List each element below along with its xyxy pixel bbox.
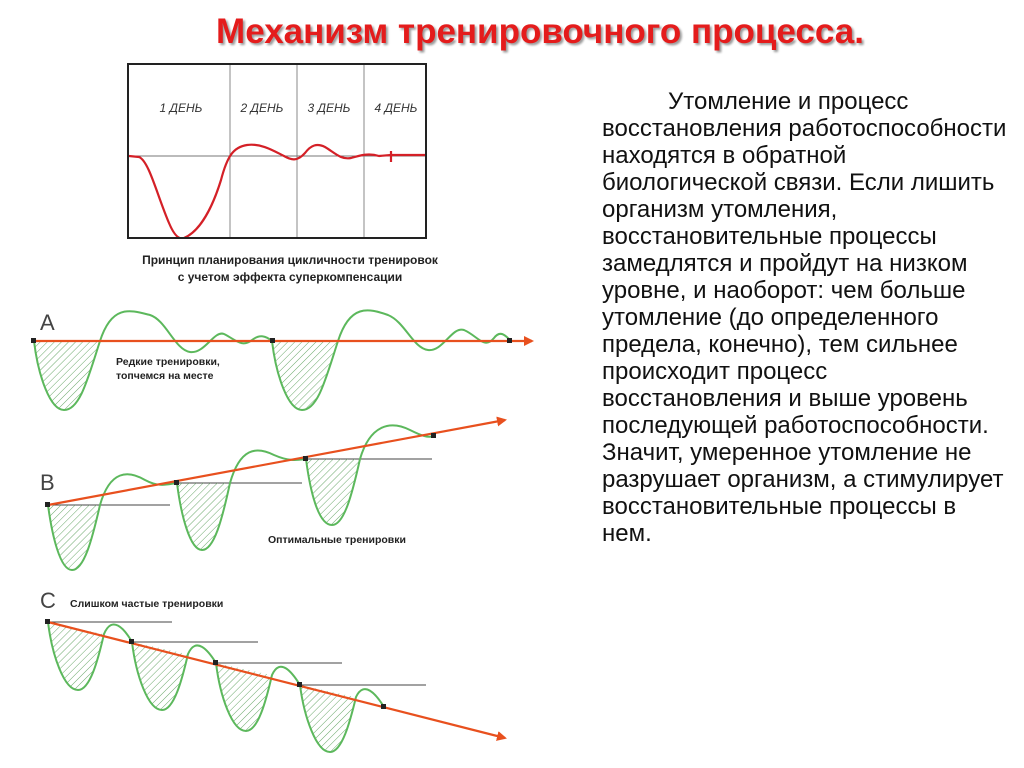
training-point <box>213 660 218 665</box>
panel-c-letter: C <box>40 588 56 613</box>
day-label: 2 ДЕНЬ <box>240 101 284 115</box>
performance-wave <box>34 310 510 410</box>
trend-line <box>48 420 505 505</box>
training-point <box>45 502 50 507</box>
fatigue-area <box>132 642 187 710</box>
panel-a-letter: A <box>40 310 55 335</box>
fatigue-area <box>216 663 271 731</box>
panel-c-diagram <box>45 619 505 752</box>
day-label: 3 ДЕНЬ <box>307 101 351 115</box>
fatigue-area <box>48 622 103 690</box>
fatigue-area <box>300 685 355 752</box>
training-point <box>381 704 386 709</box>
day-label: 4 ДЕНЬ <box>374 101 418 115</box>
page-title: Механизм тренировочного процесса. <box>216 12 864 51</box>
body-text-block <box>602 88 1007 547</box>
panel-c-caption: Слишком частые тренировки <box>70 598 224 610</box>
training-point <box>303 456 308 461</box>
panel-a-caption-line: топчемся на месте <box>116 370 214 382</box>
day-label: 1 ДЕНЬ <box>159 101 203 115</box>
training-point <box>270 338 275 343</box>
training-point <box>45 619 50 624</box>
training-point <box>507 338 512 343</box>
panel-b-diagram <box>45 420 505 570</box>
training-point <box>297 682 302 687</box>
panel-a-caption-line: Редкие тренировки, <box>116 356 220 368</box>
principle-caption-line: с учетом эффекта суперкомпенсации <box>177 270 403 284</box>
performance-wave <box>48 425 434 570</box>
training-point <box>31 338 36 343</box>
trend-line <box>48 622 505 738</box>
training-point <box>129 639 134 644</box>
training-point <box>431 433 436 438</box>
principle-caption-line: Принцип планирования цикличности тренировок <box>142 253 438 267</box>
body-text: Утомление и процесс восстановления работоспособности находятся в обратной биологической связи. Если лишить организм утомления, восстановительные процессы замедлятся и пройдут на низком уровне, и наоборот: чем больше утомление (до определенного предела, конечно), тем сильнее происходит процесс восстановления и выше уровень последующей работоспособности. Значит, умеренное утомление не разрушает организм, а стимулирует восстановительные процессы в нем. <box>602 88 1007 547</box>
panel-b-letter: B <box>40 470 55 495</box>
training-point <box>174 480 179 485</box>
panel-b-caption: Оптимальные тренировки <box>268 534 406 546</box>
fatigue-area <box>272 341 338 410</box>
panel-a-caption <box>116 355 220 383</box>
fatigue-area <box>34 341 100 410</box>
panel-a-diagram <box>31 310 532 410</box>
